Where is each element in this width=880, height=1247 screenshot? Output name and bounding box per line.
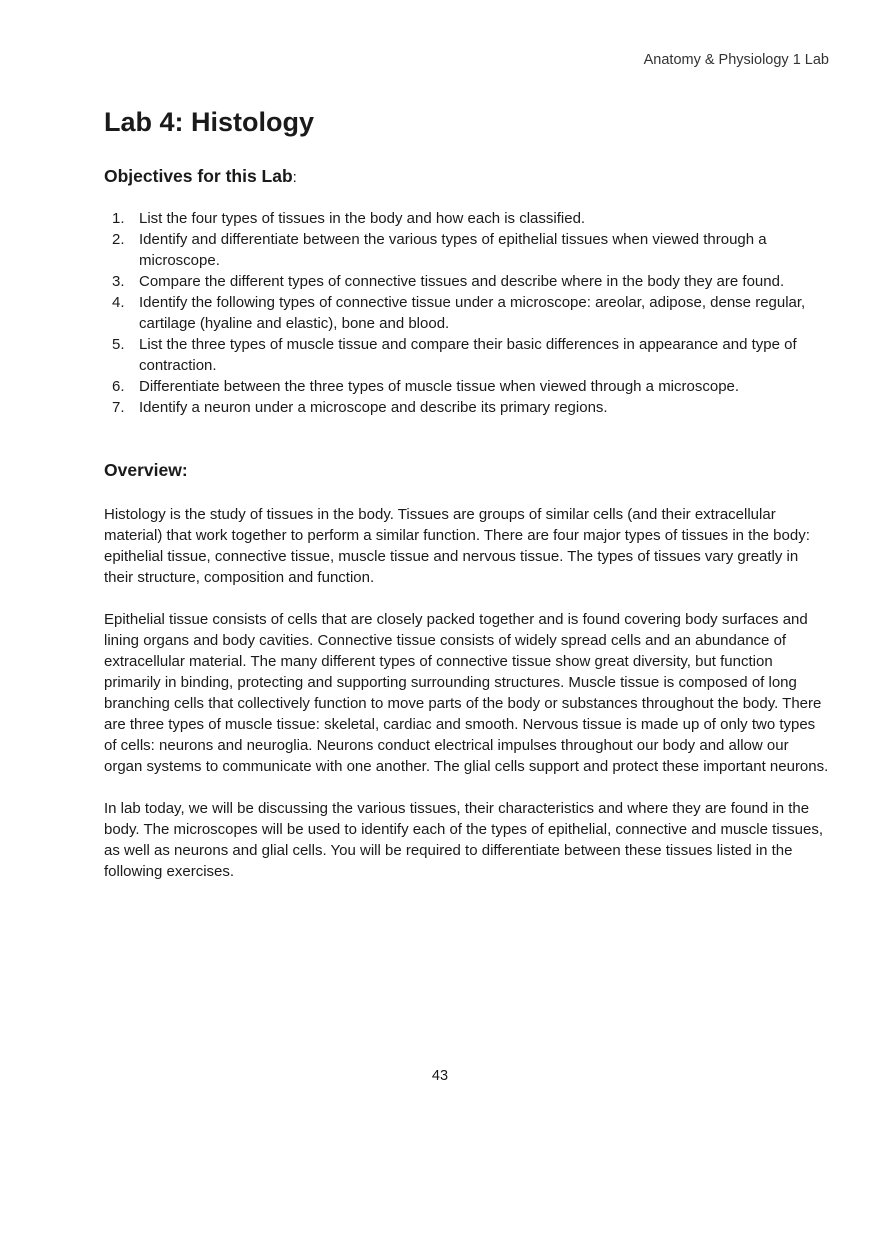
objective-item [104,376,830,397]
objective-text: Identify the following types of connective tissue under a microscope: areolar, adipose, dense regular, cartilage (hyaline and elastic), bone and blood. [139,294,806,332]
overview-paragraph: In lab today, we will be discussing the various tissues, their characteristics and where they are found in the body. The microscopes will be used to identify each of the types of epithelial, connective and muscle tissues, as well as neurons and glial cells. You will be required to differentiate between these tissues listed in the following exercises. [104,800,824,880]
page-content [104,104,830,882]
objective-text: List the four types of tissues in the body and how each is classified. [139,210,586,227]
objective-item [104,229,830,271]
objective-number: 6. [112,378,125,395]
objective-text: Identify a neuron under a microscope and describe its primary regions. [139,399,608,416]
objective-number: 4. [112,294,125,311]
objective-item [104,271,830,292]
objective-number: 2. [112,231,125,248]
objective-number: 7. [112,399,125,416]
page-title: Lab 4: Histology [104,107,315,137]
objectives-heading-colon: : [292,169,297,186]
objective-text: List the three types of muscle tissue and compare their basic differences in appearance and type of contraction. [139,336,797,374]
running-header: Anatomy & Physiology 1 Lab [643,52,829,68]
objective-number: 5. [112,336,125,353]
objective-text: Differentiate between the three types of muscle tissue when viewed through a microscope. [139,378,740,395]
objective-text: Compare the different types of connective tissues and describe where in the body they are found. [139,273,785,290]
objectives-list [104,208,830,418]
objective-number: 3. [112,273,125,290]
overview-heading: Overview: [104,460,188,480]
objectives-heading [104,164,830,190]
overview-paragraph: Histology is the study of tissues in the body. Tissues are groups of similar cells (and their extracellular material) that work together to perform a similar function. There are four major types of tissues in the body: epithelial tissue, connective tissue, muscle tissue and nervous tissue. The types of tissues vary greatly in their structure, composition and function. [104,506,810,586]
overview-paragraph: Epithelial tissue consists of cells that are closely packed together and is found covering body surfaces and lining organs and body cavities. Connective tissue consists of widely spread cells and an abundance of extracellular material. The many different types of connective tissue show great diversity, but function primarily in binding, protecting and supporting surrounding structures. Muscle tissue is composed of long branching cells that collectively function to move parts of the body or substances throughout the body. There are three types of muscle tissue: skeletal, cardiac and smooth. Nervous tissue is made up of only two types of cells: neurons and neuroglia. Neurons conduct electrical impulses throughout our body and allow our organ systems to communicate with one another. The glial cells support and protect these important neurons. [104,611,829,775]
objective-item [104,208,830,229]
objective-number: 1. [112,210,125,227]
objectives-heading-label: Objectives for this Lab [104,166,293,186]
objective-item [104,334,830,376]
objective-text: Identify and differentiate between the various types of epithelial tissues when viewed through a microscope. [139,231,767,269]
page-number: 43 [431,1068,449,1084]
objective-item [104,292,830,334]
objective-item [104,397,830,418]
